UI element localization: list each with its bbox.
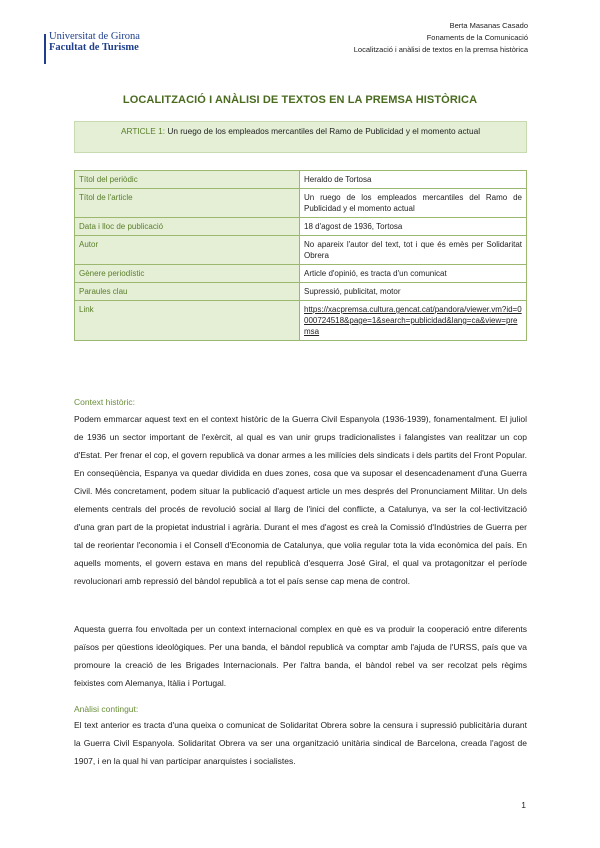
row-value: No apareix l'autor del text, tot i que és emès per Solidaritat Obrera (300, 236, 527, 265)
analysis-paragraph-1: El text anterior es tracta d'una queixa o comunicat de Solidaritat Obrera sobre la censura i supressió publicitària durant la Guerra Civil Espanyola. Solidaritat Obrera va ser una organització unitària sindical de Barcelona, creada l'agost de 1907, i en la qual hi van participar anarquistes i socialistes. (74, 720, 527, 766)
row-value: Supressió, publicitat, motor (300, 283, 527, 301)
context-paragraph-1: Podem emmarcar aquest text en el context històric de la Guerra Civil Espanyola (1936-1939), fonamentalment. El juliol de 1936 un sector important de l'exèrcit, al qual es van unir grups tradicionalistes i falangistes van realitzar un cop d'Estat. Per frenar el cop, el govern republicà va donar armes a les milícies dels sindicats i dels partits del Front Popular. En conseqüència, Espanya va quedar dividida en dues zones, cosa que va suposar el desencadenament d'una Guerra Civil. Més concretament, podem situar la publicació d'aquest article un mes després del Pronunciament Militar. Un dels elements centrals del procés de revolució social al llarg de l'inici del conflicte, a Catalunya, va ser la col·lectivització d'una gran part de la propietat industrial i agrària. Durant el mes d'agost es creà la Comissió d'Indústries de Guerra per tal de reorientar l'economia i el Consell d'Economia de Catalunya, que volia regular tota la vida econòmica del país. En aquells moments, el govern estava en mans del republicà d'esquerra José Giral, el qual va protagonitzar el període revolucionari amb repressió del bàndol republicà a tot el país sense cap mena de control. (74, 414, 527, 586)
row-key: Títol de l'article (75, 189, 300, 218)
table-row (75, 171, 527, 189)
table-row (75, 236, 527, 265)
logo-bar (44, 34, 46, 64)
row-key: Paraules clau (75, 283, 300, 301)
table-row (75, 265, 527, 283)
header-subject: Localització i anàlisi de textos en la premsa històrica (353, 45, 528, 54)
header-course: Fonaments de la Comunicació (426, 33, 528, 42)
article-link[interactable]: https://xacpremsa.cultura.gencat.cat/pandora/viewer.vm?id=0000724518&page=1&search=publicidad&lang=ca&view=premsa (304, 305, 522, 336)
row-key: Gènere periodístic (75, 265, 300, 283)
logo-faculty: Facultat de Turisme (49, 42, 139, 53)
university-logo (44, 31, 164, 53)
table-row (75, 189, 527, 218)
context-heading: Context històric: (74, 397, 135, 407)
row-value: Heraldo de Tortosa (300, 171, 527, 189)
page-number: 1 (521, 800, 526, 810)
article-label: ARTICLE 1: (120, 126, 166, 136)
row-key: Link (75, 301, 300, 341)
article-metadata-table (74, 170, 527, 341)
logo-university: Universitat de Girona (49, 31, 140, 42)
header-author: Berta Masanas Casado (449, 21, 528, 30)
table-row (75, 218, 527, 236)
row-value (300, 301, 527, 341)
analysis-heading: Anàlisi contingut: (74, 704, 139, 714)
article-heading-box (74, 121, 527, 153)
document-title: LOCALITZACIÓ I ANÀLISI DE TEXTOS EN LA PREMSA HISTÒRICA (122, 94, 478, 106)
row-key: Data i lloc de publicació (75, 218, 300, 236)
row-value: Article d'opinió, es tracta d'un comunicat (300, 265, 527, 283)
table-row (75, 283, 527, 301)
row-key: Autor (75, 236, 300, 265)
row-value: Un ruego de los empleados mercantiles del Ramo de Publicidad y el momento actual (300, 189, 527, 218)
row-value: 18 d'agost de 1936, Tortosa (300, 218, 527, 236)
table-row (75, 301, 527, 341)
context-paragraph-2: Aquesta guerra fou envoltada per un context internacional complex en què es va produir la cooperació entre diferents països per qüestions ideològiques. Per una banda, el bàndol republicà va comptar amb l'ajuda de l'URSS, país que va promoure la creació de les Brigades Internacionals. Per l'altra banda, el bàndol rebel va ser recolzat pels règims feixistes com Alemanya, Itàlia i Portugal. (74, 624, 527, 688)
row-key: Títol del periòdic (75, 171, 300, 189)
article-title: Un ruego de los empleados mercantiles del Ramo de Publicidad y el momento actual (167, 126, 481, 136)
page-header (354, 20, 528, 56)
